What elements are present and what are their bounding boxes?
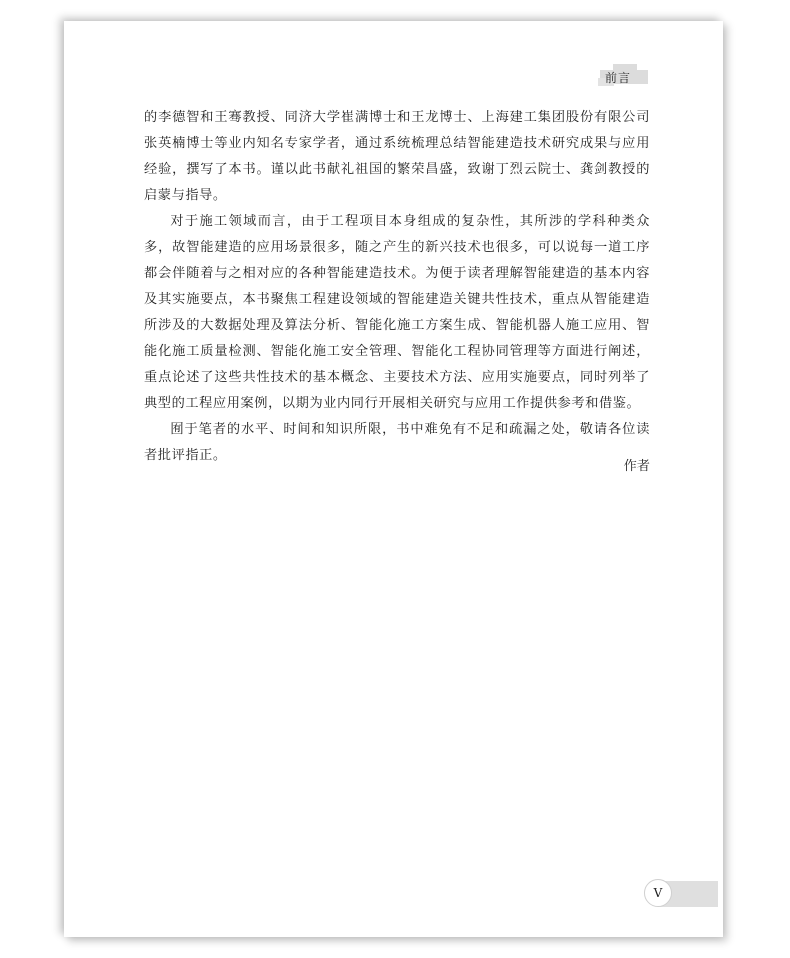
author-signature: 作者	[623, 459, 650, 474]
paragraph: 对于施工领域而言，由于工程项目本身组成的复杂性，其所涉的学科种类众多，故智能建造的应用场景很多，随之产生的新兴技术也很多，可以说每一道工序都会伴随着与之相对应的各种智能建造技术。为便于读者理解智能建造的基本内容及其实施要点，本书聚焦工程建设领域的智能建造关键共性技术，重点从智能建造所涉及的大数据处理及算法分析、智能化施工方案生成、智能机器人施工应用、智能化施工质量检测、智能化施工安全管理、智能化工程协同管理等方面进行阐述，重点论述了这些共性技术的基本概念、主要技术方法、应用实施要点，同时列举了典型的工程应用案例，以期为业内同行开展相关研究与应用工作提供参考和借鉴。	[144, 214, 650, 411]
paragraph: 囿于笔者的水平、时间和知识所限，书中难免有不足和疏漏之处，敬请各位读者批评指正。	[144, 422, 650, 463]
paragraph: 的李德智和王骞教授、同济大学崔满博士和王龙博士、上海建工集团股份有限公司张英楠博士等业内知名专家学者，通过系统梳理总结智能建造技术研究成果与应用经验，撰写了本书。谨以此书献礼祖国的繁荣昌盛，致谢丁烈云院士、龚剑教授的启蒙与指导。	[144, 110, 650, 203]
section-title: 前言	[605, 71, 632, 85]
body-text	[144, 105, 650, 469]
page-number-badge	[644, 879, 718, 907]
running-header	[600, 64, 650, 84]
folio-circle	[644, 879, 672, 907]
document-page	[64, 21, 723, 937]
page-number: V	[653, 886, 663, 900]
